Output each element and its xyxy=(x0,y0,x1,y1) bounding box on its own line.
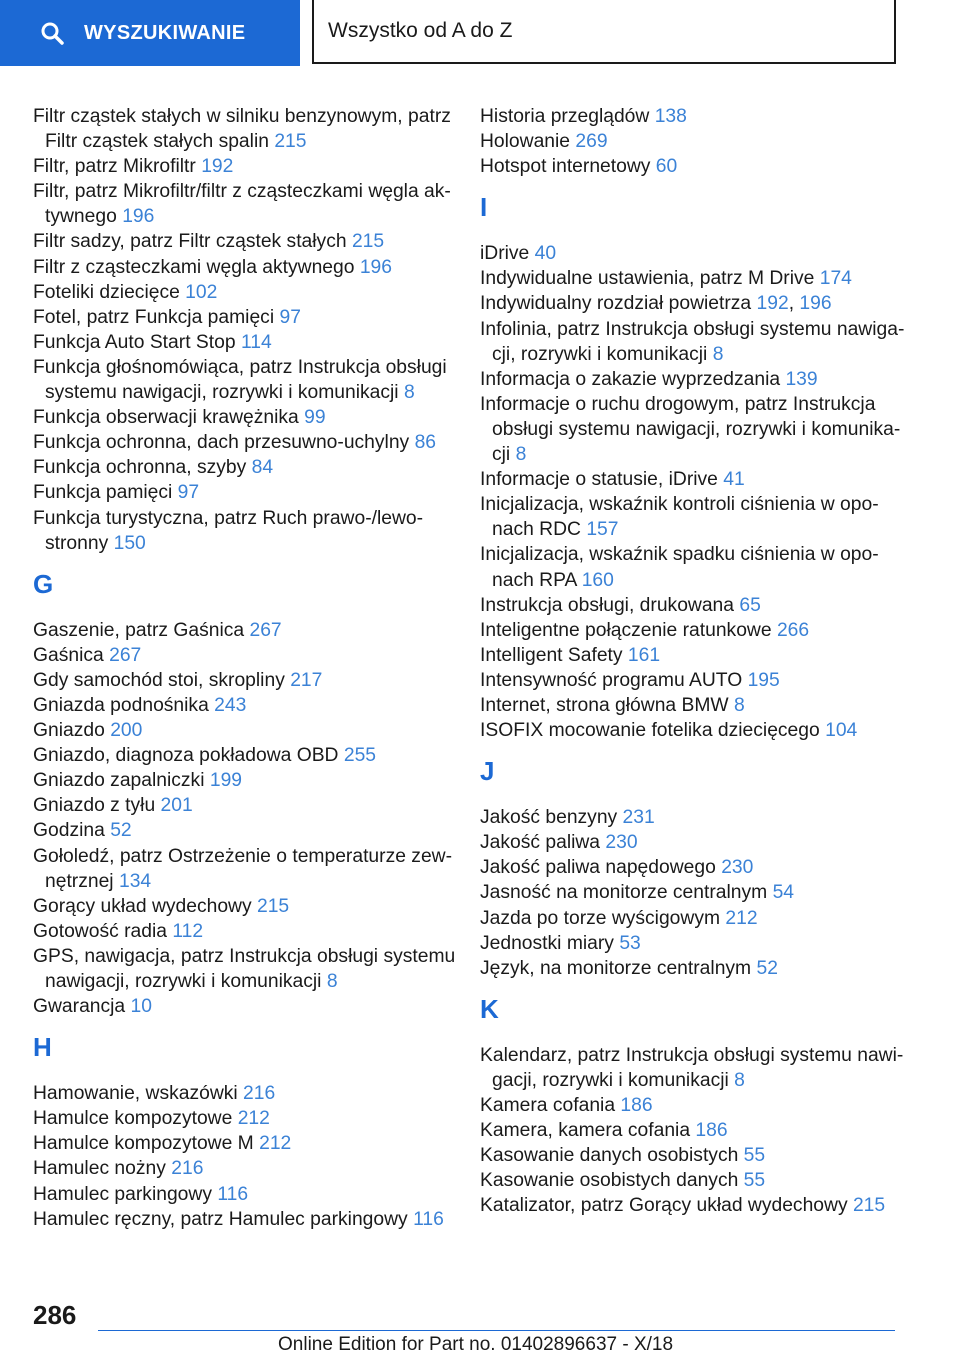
index-letter-heading: H xyxy=(33,1032,52,1063)
index-entry xyxy=(480,956,900,981)
index-entry xyxy=(33,280,453,305)
index-entry-text: Funkcja głośnomówiąca, patrz Instrukcja obsługi xyxy=(33,356,447,378)
page-reference-link[interactable]: 8 xyxy=(733,694,745,716)
index-entry xyxy=(480,1093,900,1118)
index-entry xyxy=(33,305,453,330)
page-reference-link[interactable]: 267 xyxy=(249,619,282,641)
index-entry-text: Informacje o statusie, iDrive xyxy=(480,469,718,491)
index-entry-text: Gorący układ wydechowy xyxy=(33,895,252,917)
index-entry-text: Hamulec parkingowy xyxy=(33,1183,212,1205)
page-reference-link[interactable]: 196 xyxy=(122,206,155,228)
search-button[interactable] xyxy=(0,0,300,66)
index-entry xyxy=(480,1118,900,1143)
index-entry-text: Funkcja pamięci xyxy=(33,482,173,504)
index-entry-text: Gotowość radia xyxy=(33,920,167,942)
index-entry xyxy=(33,718,453,743)
index-entry-text: Jakość paliwa xyxy=(480,832,601,854)
index-entry xyxy=(480,805,900,830)
index-entry-text: Gaśnica xyxy=(33,644,104,666)
index-entry-text: Jednostki miary xyxy=(480,932,614,954)
index-entry xyxy=(33,994,453,1019)
page-reference-link[interactable]: 41 xyxy=(723,469,745,491)
page-reference-link[interactable]: 55 xyxy=(743,1170,766,1192)
page-reference-link[interactable]: 196 xyxy=(799,293,832,315)
page-reference-link[interactable]: 40 xyxy=(534,243,557,265)
index-entry-text: nach RPA xyxy=(492,569,577,591)
index-entry xyxy=(480,880,900,905)
index-entry-text: Inicjalizacja, wskaźnik spadku ciśnienia w opo- xyxy=(480,544,879,566)
index-letter-heading: J xyxy=(480,756,495,787)
index-entry-text: Godzina xyxy=(33,820,105,842)
index-entry-text: Hotspot internetowy xyxy=(480,156,651,178)
index-entry-text: Gdy samochód stoi, skropliny xyxy=(33,669,285,691)
index-entry-text: Informacje o ruchu drogowym, patrz Instrukcja xyxy=(480,393,876,415)
page-reference-link[interactable]: 216 xyxy=(171,1158,204,1180)
page-reference-link[interactable]: 199 xyxy=(209,770,243,792)
index-entry-text: Hamulce kompozytowe xyxy=(33,1108,233,1130)
index-entry-text: Gaszenie, patrz Gaśnica xyxy=(33,619,245,641)
index-entry xyxy=(33,768,453,793)
index-entry xyxy=(480,593,900,618)
index-entry xyxy=(480,492,900,542)
page-reference-link[interactable]: 10 xyxy=(130,996,152,1018)
index-entry-text: stronny xyxy=(45,532,109,554)
index-entry xyxy=(480,542,900,592)
footer-divider xyxy=(98,1330,895,1331)
index-entry-text: systemu nawigacji, rozrywki i komunikacji xyxy=(45,382,399,404)
index-entry-text: Gniazda podnośnika xyxy=(33,694,209,716)
index-entry-text: Informacja o zakazie wyprzedzania xyxy=(480,368,781,390)
index-entry-text: Holowanie xyxy=(480,131,571,153)
page-reference-link[interactable]: 195 xyxy=(747,669,780,691)
page-reference-link[interactable]: 97 xyxy=(279,306,301,328)
index-entry-text: Hamulec nożny xyxy=(33,1158,166,1180)
index-entry-text: Kasowanie osobistych danych xyxy=(480,1170,739,1192)
page-reference-link[interactable]: 161 xyxy=(627,644,661,666)
page-reference-link[interactable]: 102 xyxy=(185,281,218,303)
index-entry-text: cji xyxy=(492,444,511,466)
index-column-right xyxy=(480,104,905,1218)
page-reference-link[interactable]: 99 xyxy=(304,407,326,429)
page-reference-link[interactable]: 112 xyxy=(172,920,204,942)
index-entry-text: Kasowanie danych osobistych xyxy=(480,1145,739,1167)
page-reference-link[interactable]: 267 xyxy=(109,644,142,666)
index-entry xyxy=(480,266,900,291)
index-entry xyxy=(33,618,453,643)
index-entry xyxy=(480,1168,900,1193)
index-entry xyxy=(33,668,453,693)
page-reference-link[interactable]: 215 xyxy=(256,895,290,917)
index-entry xyxy=(480,392,900,467)
index-entry-text: Indywidualne ustawienia, patrz M Drive xyxy=(480,268,815,290)
index-entry-text: Intensywność programu AUTO xyxy=(480,669,743,691)
page-reference-link[interactable]: 186 xyxy=(620,1095,653,1116)
index-entry xyxy=(33,330,453,355)
page-reference-link[interactable]: 230 xyxy=(605,832,638,854)
index-entry xyxy=(480,906,900,931)
index-entry xyxy=(480,154,900,179)
index-entry xyxy=(480,367,900,392)
page-reference-link[interactable]: 192 xyxy=(756,293,789,315)
index-entry-text: nach RDC xyxy=(492,519,581,541)
page-reference-link[interactable]: 200 xyxy=(110,720,143,742)
top-navigation-bar xyxy=(0,0,960,66)
index-entry xyxy=(33,405,453,430)
index-entry-text: Język, na monitorze centralnym xyxy=(480,957,752,979)
page-reference-link[interactable]: 60 xyxy=(655,156,678,178)
index-letter-heading: G xyxy=(33,568,54,599)
index-entry-text: nawigacji, rozrywki i komunikacji xyxy=(45,971,322,992)
page-reference-link[interactable]: 217 xyxy=(290,669,323,691)
search-icon xyxy=(40,21,64,45)
index-entry xyxy=(33,844,453,894)
index-entry-text: Funkcja ochronna, szyby xyxy=(33,457,247,479)
index-entry xyxy=(480,104,900,129)
index-entry-text: ISOFIX mocowanie fotelika dziecięcego xyxy=(480,720,820,742)
index-letter-heading: K xyxy=(480,993,499,1024)
index-entry xyxy=(33,179,453,229)
index-entry xyxy=(480,618,900,643)
index-entry xyxy=(33,1207,453,1232)
index-entry-text: tywnego xyxy=(45,206,117,228)
page-reference-link[interactable]: 139 xyxy=(785,368,818,390)
index-entry xyxy=(33,355,453,405)
index-entry xyxy=(33,1106,453,1131)
index-entry-text: Gniazdo, diagnoza pokładowa OBD xyxy=(33,745,339,767)
page-reference-link[interactable]: 55 xyxy=(743,1145,766,1167)
index-entry-text: gacji, rozrywki i komunikacji xyxy=(492,1069,729,1091)
page-reference-link[interactable]: 192 xyxy=(201,156,234,178)
index-entry xyxy=(480,467,900,492)
index-entry-text: Inteligentne połączenie ratunkowe xyxy=(480,619,772,641)
index-entry xyxy=(480,830,900,855)
page-reference-link[interactable]: 65 xyxy=(739,594,761,616)
index-entry-text: Filtr sadzy, patrz Filtr cząstek stałych xyxy=(33,231,347,253)
index-entry xyxy=(33,919,453,944)
index-entry-text: Kamera cofania xyxy=(480,1095,616,1116)
index-entry-text: Jakość paliwa napędowego xyxy=(480,857,716,879)
page-reference-link[interactable]: 215 xyxy=(351,231,385,253)
index-entry xyxy=(33,643,453,668)
page-reference-link[interactable]: 150 xyxy=(113,532,146,554)
breadcrumb-label: Wszystko od A do Z xyxy=(328,19,513,42)
page-reference-link[interactable]: 8 xyxy=(515,444,527,466)
index-entry-text: Filtr, patrz Mikrofiltr/filtr z cząsteczkami węgla ak- xyxy=(33,181,451,203)
index-entry xyxy=(33,793,453,818)
page-reference-link[interactable]: 255 xyxy=(343,745,377,767)
index-entry xyxy=(33,154,453,179)
index-entry-text: Jakość benzyny xyxy=(480,807,618,829)
page-reference-link[interactable]: 157 xyxy=(586,519,619,541)
page-reference-link[interactable]: 8 xyxy=(403,382,415,404)
page-reference-link[interactable]: 196 xyxy=(359,256,392,278)
index-entry-text: obsługi systemu nawigacji, rozrywki i komunika- xyxy=(492,418,901,440)
index-entry xyxy=(480,855,900,880)
index-entry xyxy=(33,455,453,480)
index-entry-text: nętrznej xyxy=(45,870,114,892)
index-entry-text: Hamulce kompozytowe M xyxy=(33,1133,254,1155)
page-reference-link[interactable]: 160 xyxy=(581,569,614,591)
index-entry-text: cji, rozrywki i komunikacji xyxy=(492,343,708,365)
index-entry-text: Internet, strona główna BMW xyxy=(480,694,729,716)
page-reference-link[interactable]: 243 xyxy=(214,694,247,716)
index-entry xyxy=(33,480,453,505)
index-entry xyxy=(480,718,900,743)
index-entry xyxy=(480,931,900,956)
page-reference-link[interactable]: 116 xyxy=(413,1208,444,1230)
index-entry-text: Gniazdo xyxy=(33,720,105,742)
index-entry-text: Fotel, patrz Funkcja pamięci xyxy=(33,306,275,328)
index-entry xyxy=(480,693,900,718)
page-reference-link[interactable]: 116 xyxy=(217,1183,249,1205)
index-entry xyxy=(480,317,905,367)
page-reference-link[interactable]: 269 xyxy=(575,131,608,153)
index-entry-text: Gniazdo z tyłu xyxy=(33,795,156,817)
page-reference-link[interactable]: 134 xyxy=(118,870,152,892)
index-entry-text: Filtr cząstek stałych spalin xyxy=(45,131,269,153)
index-entry xyxy=(33,506,453,556)
footer-edition-text: Online Edition for Part no. 01402896637 - X/18 xyxy=(278,1334,674,1355)
index-entry xyxy=(33,693,453,718)
page-reference-link[interactable]: 215 xyxy=(274,131,307,153)
index-entry-text: Funkcja ochronna, dach przesuwno-uchylny xyxy=(33,432,410,454)
index-entry-text: Katalizator, patrz Gorący układ wydechowy xyxy=(480,1195,848,1217)
index-entry-text: Filtr cząstek stałych w silniku benzynowym, patrz xyxy=(33,106,451,127)
index-column-left xyxy=(33,104,456,1232)
page-reference-link[interactable]: 8 xyxy=(734,1069,745,1091)
page-reference-link[interactable]: 212 xyxy=(259,1133,292,1155)
index-entry-text: Kamera, kamera cofania xyxy=(480,1120,691,1142)
index-entry-text: Gołoledź, patrz Ostrzeżenie o temperaturze zew- xyxy=(33,845,453,867)
index-entry xyxy=(480,1043,904,1093)
page-reference-link[interactable]: 215 xyxy=(852,1195,886,1217)
page-reference-link[interactable]: 54 xyxy=(772,882,795,904)
page-number: 286 xyxy=(33,1300,77,1330)
page-reference-link[interactable]: 84 xyxy=(251,457,274,479)
index-entry-text: Intelligent Safety xyxy=(480,644,623,666)
index-entry-text: Gniazdo zapalniczki xyxy=(33,770,205,792)
page-reference-link[interactable]: 212 xyxy=(725,907,758,929)
index-entry-text: GPS, nawigacja, patrz Instrukcja obsługi systemu xyxy=(33,945,456,967)
index-entry-text: Filtr z cząsteczkami węgla aktywnego xyxy=(33,256,355,278)
index-entry xyxy=(33,894,453,919)
index-entry-text: Inicjalizacja, wskaźnik kontroli ciśnienia w opo- xyxy=(480,494,879,516)
page-reference-link[interactable]: 216 xyxy=(243,1083,276,1105)
index-entry xyxy=(480,129,900,154)
index-entry xyxy=(33,229,453,254)
index-entry-text: Funkcja Auto Start Stop xyxy=(33,331,236,353)
page-reference-link[interactable]: 230 xyxy=(721,857,754,879)
index-entry xyxy=(33,743,453,768)
index-entry xyxy=(480,1143,900,1168)
page-reference-link[interactable]: 201 xyxy=(160,795,193,817)
page-reference-link[interactable]: 52 xyxy=(756,957,778,979)
page-reference-link[interactable]: 138 xyxy=(654,106,687,127)
index-entry xyxy=(33,1131,453,1156)
search-button-label: WYSZUKIWANIE xyxy=(84,21,246,44)
index-entry-text: Funkcja turystyczna, patrz Ruch prawo-/lewo- xyxy=(33,507,424,529)
index-entry xyxy=(480,1193,900,1218)
index-entry-text: Gwarancja xyxy=(33,996,126,1018)
index-entry xyxy=(480,643,900,668)
index-entry xyxy=(33,944,456,994)
page-reference-link[interactable]: 8 xyxy=(712,343,724,365)
index-entry-text: Indywidualny rozdział powietrza xyxy=(480,293,752,315)
index-entry-text: Hamowanie, wskazówki xyxy=(33,1083,238,1105)
index-entry-text: Jazda po torze wyścigowym xyxy=(480,907,721,929)
page-reference-link[interactable]: 186 xyxy=(695,1120,728,1142)
breadcrumb[interactable] xyxy=(312,0,896,64)
index-entry xyxy=(33,104,453,154)
index-entry xyxy=(33,1156,453,1181)
index-entry-text: Filtr, patrz Mikrofiltr xyxy=(33,156,196,178)
index-entry xyxy=(480,668,900,693)
index-entry xyxy=(480,241,900,266)
index-entry-text: Historia przeglądów xyxy=(480,106,650,127)
index-entry-text: Infolinia, patrz Instrukcja obsługi systemu nawiga- xyxy=(480,318,905,340)
index-entry xyxy=(33,255,453,280)
index-entry-text: Funkcja obserwacji krawężnika xyxy=(33,407,299,429)
index-entry xyxy=(33,1081,453,1106)
index-entry-text: Foteliki dziecięce xyxy=(33,281,180,303)
index-entry: Indywidualny rozdział powietrza 192, 196 xyxy=(480,293,832,315)
index-entry-text: Kalendarz, patrz Instrukcja obsługi systemu nawi- xyxy=(480,1044,904,1066)
index-entry-text: iDrive xyxy=(480,243,530,265)
page-reference-link[interactable]: 231 xyxy=(622,807,655,829)
index-entry xyxy=(33,1182,453,1207)
page-reference-link[interactable]: 53 xyxy=(619,932,641,954)
page-reference-link[interactable]: 114 xyxy=(240,331,272,353)
page-reference-link[interactable]: 86 xyxy=(414,432,437,454)
index-letter-heading: I xyxy=(480,192,488,223)
page-reference-link[interactable]: 8 xyxy=(326,971,338,992)
page-reference-link[interactable]: 104 xyxy=(825,720,858,742)
index-entry-text: Hamulec ręczny, patrz Hamulec parkingowy xyxy=(33,1208,408,1230)
page-reference-link[interactable]: 174 xyxy=(819,268,852,290)
page-reference-link[interactable]: 97 xyxy=(177,482,200,504)
index-entry xyxy=(33,430,453,455)
index-entry xyxy=(33,818,453,843)
page-reference-link[interactable]: 212 xyxy=(237,1108,270,1130)
index-entry-text: Instrukcja obsługi, drukowana xyxy=(480,594,735,616)
page-reference-link[interactable]: 266 xyxy=(776,619,810,641)
index-entry-text: Jasność na monitorze centralnym xyxy=(480,882,768,904)
page-reference-link[interactable]: 52 xyxy=(110,820,132,842)
